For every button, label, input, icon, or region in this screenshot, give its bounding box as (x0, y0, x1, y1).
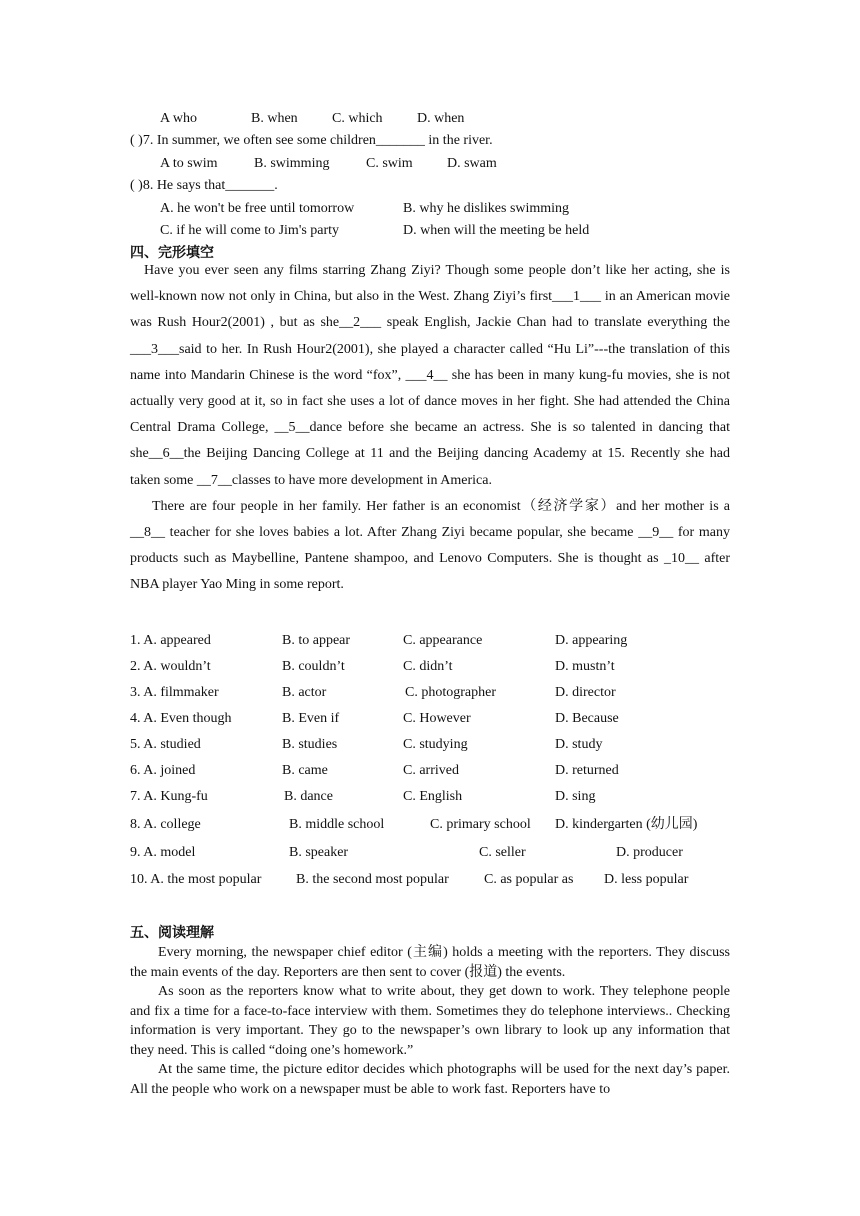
q8-option-d: D. when will the meeting be held (403, 223, 590, 238)
cloze-option-9c: C. seller (479, 845, 526, 860)
cloze-option-7d: D. sing (555, 789, 596, 804)
q8-option-a: A. he won't be free until tomorrow (160, 201, 355, 216)
cloze-option-10d: D. less popular (604, 872, 689, 887)
cloze-option-5a: 5. A. studied (130, 737, 201, 752)
cloze-passage (130, 258, 730, 599)
cloze-option-10b: B. the second most popular (296, 872, 449, 887)
q7-option-b: B. swimming (254, 156, 330, 171)
cloze-option-2c: C. didn’t (403, 659, 453, 674)
q8-option-c: C. if he will come to Jim's party (160, 223, 340, 238)
cloze-option-4b: B. Even if (282, 711, 340, 726)
cloze-option-10c: C. as popular as (484, 872, 574, 887)
cloze-option-6b: B. came (282, 763, 328, 778)
cloze-option-2d: D. mustn’t (555, 659, 615, 674)
cloze-option-6d: D. returned (555, 763, 619, 778)
cloze-option-6a: 6. A. joined (130, 763, 196, 778)
cloze-option-8a: 8. A. college (130, 817, 201, 832)
cloze-option-3a: 3. A. filmmaker (130, 685, 219, 700)
cloze-option-7a: 7. A. Kung-fu (130, 789, 208, 804)
cloze-option-1b: B. to appear (282, 633, 351, 648)
q7-option-d: D. swam (447, 156, 497, 171)
q7-option-a: A to swim (160, 156, 218, 171)
cloze-option-4c: C. However (403, 711, 471, 726)
q7-option-c: C. swim (366, 156, 413, 171)
question-7: ( )7. In summer, we often see some children_______ in the river. (130, 133, 493, 148)
reading-heading: 五、阅读理解 (130, 925, 214, 941)
cloze-option-9b: B. speaker (289, 845, 349, 860)
cloze-option-3c: C. photographer (405, 685, 496, 700)
cloze-option-5d: D. study (555, 737, 603, 752)
cloze-option-8d: D. kindergarten (幼儿园) (555, 817, 698, 832)
q6-option-b: B. when (251, 111, 298, 126)
q6-option-c: C. which (332, 111, 383, 126)
cloze-option-3b: B. actor (282, 685, 327, 700)
reading-passage (130, 943, 730, 1099)
cloze-option-8b: B. middle school (289, 817, 385, 832)
cloze-option-5c: C. studying (403, 737, 468, 752)
cloze-option-8c: C. primary school (430, 817, 531, 832)
cloze-option-5b: B. studies (282, 737, 338, 752)
question-8: ( )8. He says that_______. (130, 178, 278, 193)
cloze-option-2a: 2. A. wouldn’t (130, 659, 211, 674)
cloze-option-7b: B. dance (284, 789, 333, 804)
cloze-option-1a: 1. A. appeared (130, 633, 211, 648)
reading-paragraph-1: Every morning, the newspaper chief editor (主编) holds a meeting with the reporters. They discuss the main events of the day. Reporters are then sent to cover (报道) the events. (130, 945, 730, 980)
cloze-option-10a: 10. A. the most popular (130, 872, 262, 887)
cloze-option-1d: D. appearing (555, 633, 628, 648)
cloze-heading: 四、完形填空 (130, 245, 214, 261)
q6-option-d: D. when (417, 111, 465, 126)
cloze-option-9a: 9. A. model (130, 845, 196, 860)
cloze-option-1c: C. appearance (403, 633, 483, 648)
cloze-paragraph-2: There are four people in her family. Her father is an economist（经济学家）and her mother is a __8__ teacher for she loves babies a lot. After Zhang Ziyi became popular, she became __9__ for many products such as Maybelline, Pantene shampoo, and Lenovo Computers. She is thought as _10__ after NBA player Yao Ming in some report. (130, 498, 730, 593)
cloze-option-2b: B. couldn’t (282, 659, 345, 674)
cloze-option-9d: D. producer (616, 845, 683, 860)
cloze-option-4a: 4. A. Even though (130, 711, 232, 726)
reading-paragraph-2: As soon as the reporters know what to write about, they get down to work. They telephone people and fix a time for a face-to-face interview with them. Sometimes they do telephone interviews.. Checking information is very important. They go to the newspaper’s own library to look up any information that they need. This is called “doing one’s homework.” (130, 984, 730, 1058)
cloze-option-7c: C. English (403, 789, 463, 804)
reading-paragraph-3: At the same time, the picture editor decides which photographs will be used for the next day’s paper. All the people who work on a newspaper must be able to work fast. Reporters have to (130, 1062, 730, 1097)
q6-option-a: A who (160, 111, 197, 126)
q8-option-b: B. why he dislikes swimming (403, 201, 570, 216)
cloze-paragraph-1: Have you ever seen any films starring Zhang Ziyi? Though some people don’t like her acting, she is well-known now not only in China, but also in the West. Zhang Ziyi’s first___1___ in an American movie was Rush Hour2(2001) , but as she__2___ speak English, Jackie Chan had to translate everything the ___3___said to her. In Rush Hour2(2001), she played a character called “Hu Li”---the translation of this name into Mandarin Chinese is the word “fox”, ___4__ she has been in many kung-fu movies, she is not actually very good at it, so in fact she uses a lot of dance moves in her fight. She had attended the China Central Drama College, __5__dance before she became an actress. She is so talented in dancing that she__6__the Beijing Dancing College at 11 and the Beijing dancing Academy at 15. Recently she had taken some __7__classes to have more development in America. (130, 263, 730, 488)
cloze-option-4d: D. Because (555, 711, 619, 726)
cloze-option-6c: C. arrived (403, 763, 459, 778)
cloze-option-3d: D. director (555, 685, 616, 700)
